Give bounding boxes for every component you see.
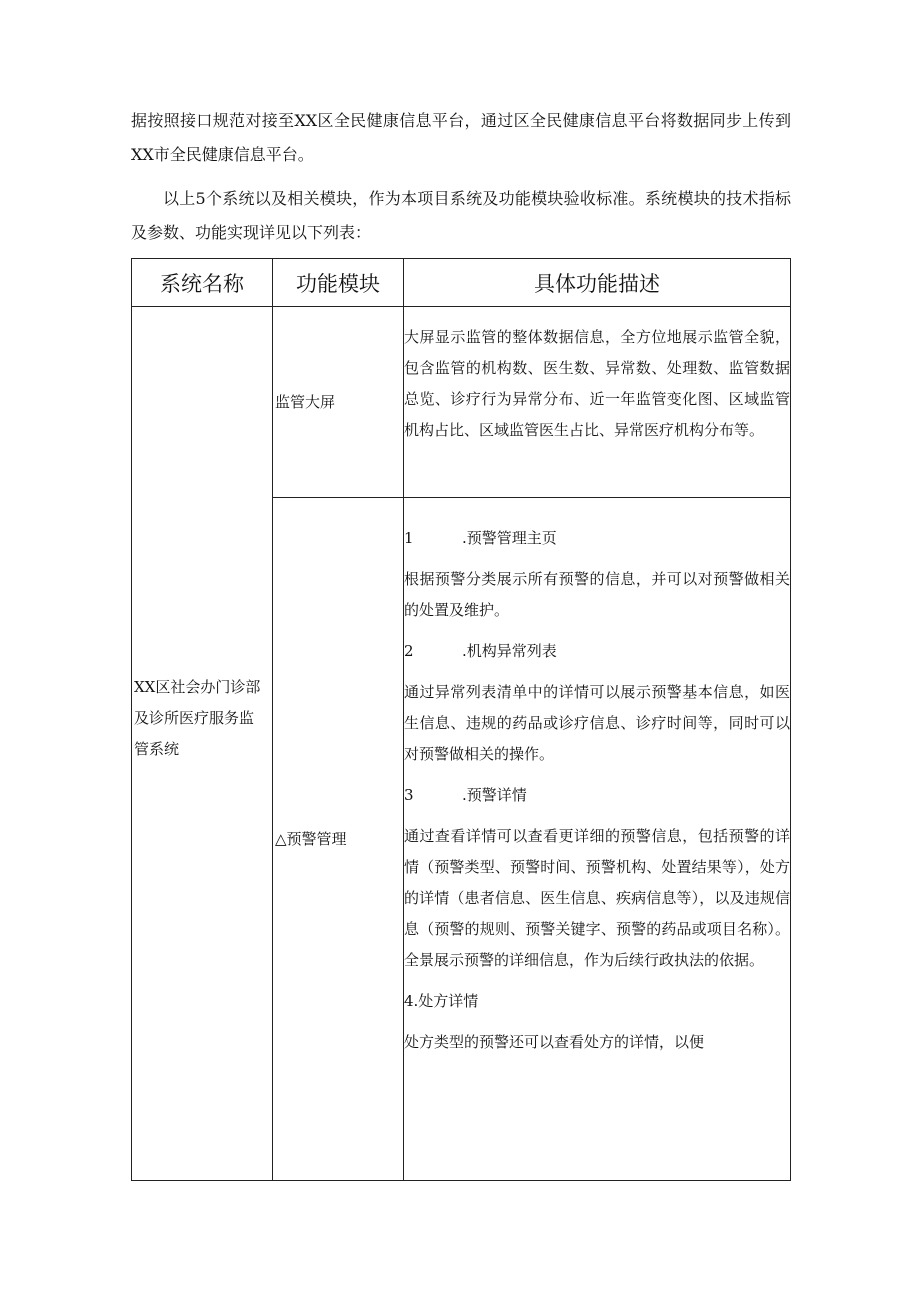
- item-text: 通过异常列表清单中的详情可以展示预警基本信息，如医生信息、违规的药品或诊疗信息、诊疗时间等，同时可以对预警做相关的操作。: [404, 683, 790, 763]
- intro-paragraph-1: 据按照接口规范对接至XX区全民健康信息平台，通过区全民健康信息平台将数据同步上传到XX市全民健康信息平台。: [131, 111, 791, 164]
- item-heading: 2 .机构异常列表: [404, 642, 557, 660]
- description-cell: [404, 307, 791, 498]
- description-list: [404, 498, 790, 1058]
- header-function-module: 功能模块: [273, 259, 404, 307]
- module-name: 监管大屏: [275, 392, 336, 411]
- description-text: 大屏显示监管的整体数据信息，全方位地展示监管全貌，包含监管的机构数、医生数、异常数、处理数、监管数据总览、诊疗行为异常分布、近一年监管变化图、区域监管机构占比、区域监管医生占比、异常医疗机构分布等。: [404, 328, 790, 439]
- header-system-name: 系统名称: [132, 259, 273, 307]
- item-text: 通过查看详情可以查看更详细的预警信息，包括预警的详情（预警类型、预警时间、预警机构、处置结果等），处方的详情（患者信息、医生信息、疾病信息等），以及违规信息（预警的规则、预警关键字、预警的药品或项目名称）。全景展示预警的详细信息，作为后续行政执法的依据。: [404, 827, 790, 969]
- item-text: 根据预警分类展示所有预警的信息，并可以对预警做相关的处置及维护。: [404, 570, 790, 619]
- item-heading: 4.处方详情: [404, 992, 479, 1010]
- item-text: 处方类型的预警还可以查看处方的详情，以便: [404, 1033, 705, 1051]
- item-heading: 3 .预警详情: [404, 786, 527, 804]
- module-cell: [273, 307, 404, 498]
- system-name-cell: [132, 307, 273, 1181]
- table-row: [132, 307, 791, 498]
- intro-paragraph-2: 以上5个系统以及相关模块，作为本项目系统及功能模块验收标准。系统模块的技术指标及参数、功能实现详见以下列表：: [131, 189, 791, 242]
- spec-table: [131, 258, 791, 1181]
- system-name: XX区社会办门诊部及诊所医疗服务监管系统: [134, 678, 261, 758]
- table-header-row: [132, 259, 791, 307]
- module-cell: [273, 498, 404, 1181]
- item-heading: 1 .预警管理主页: [404, 529, 557, 547]
- description-cell: [404, 498, 791, 1181]
- module-name: △预警管理: [275, 829, 347, 848]
- header-function-description: 具体功能描述: [404, 259, 791, 307]
